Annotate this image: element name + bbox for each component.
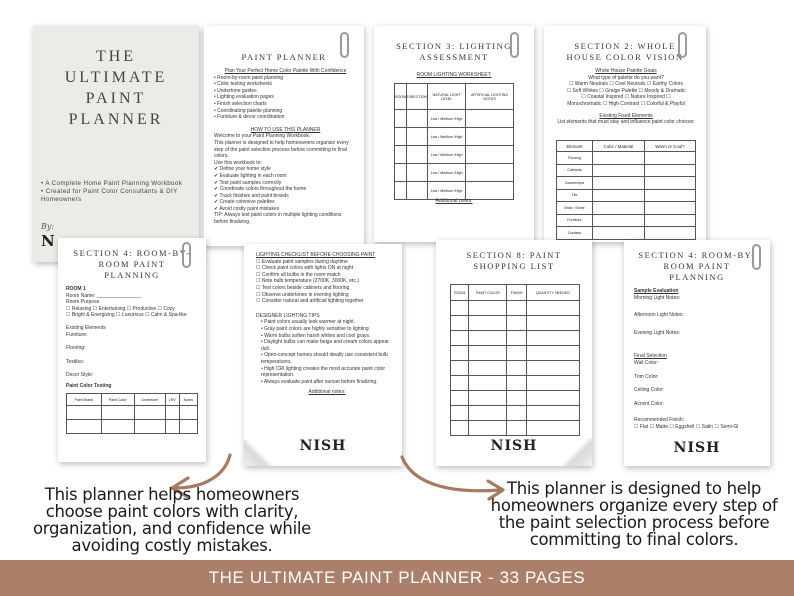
testing-col: Notes [179,394,197,406]
goals-row: ☐ Soft Whites ☐ Greige Palette ☐ Moody & Dramatic [566,87,686,94]
vision-row: Cabinets [557,164,593,177]
howto-item: ✔ Create cohesive palettes [214,199,357,206]
testing-table [66,393,198,434]
planner-intro-title: PAINT PLANNER [241,52,327,62]
wall-label: Wall Color: [634,359,659,366]
cover-bullets [41,180,193,204]
page-curl [244,440,278,466]
lighting-col: DIRECTION [407,84,428,110]
vision-row: Furniture [557,214,593,227]
shopping-title-line: SECTION 8: PAINT [466,250,562,260]
howto-item: ✔ Track finishes and paint brands [214,193,357,200]
vision-goals [550,68,702,126]
checklist-heading: LIGHTING CHECKLIST BEFORE CHOOSING PAINT [256,252,376,258]
tip-item: • Daylight bulbs can make beige and cream colors appear dull. [261,339,398,352]
room-title-line: SECTION 4: ROOM-BY- [73,248,191,258]
furniture-label: Furniture: [66,331,88,338]
caption-line: This planner helps homeowners [44,485,300,504]
finish-options: ☐ Flat ☐ Matte ☐ Eggshell ☐ Satin ☐ Semi-Gl [634,423,739,430]
lighting-notes: Additional notes: [435,198,473,204]
testing-col: Paint Brand [67,394,102,406]
caption-right [484,480,784,548]
lighting-level: Low / Medium /High [427,182,465,200]
testing-col: Paint Color [101,394,134,406]
cover-title-line: PAINT [85,90,147,107]
paper-clip-icon [678,32,687,58]
goals-question: What type of palette do you want? [588,74,664,81]
lighting-level: Low / Medium /High [427,128,465,146]
caption-line: This planner is designed to help [506,479,762,498]
goals-heading: Whole House Palette Goals [595,68,657,74]
page-curl [558,438,592,466]
vision-table [556,140,696,240]
caption-line: the paint selection process before [498,513,770,532]
caption-line: choose paint colors with clarity, [45,502,299,521]
vision-title-line: SECTION 2: WHOLE [574,41,676,51]
final-heading: Final Selection [634,353,667,360]
room-title-line: ROOM PAINT [98,259,166,269]
shopping-brand: NISH [490,438,538,454]
shopping-col: PAINT COLOR [469,285,507,301]
shopping-title-line: SHOPPING LIST [473,261,555,271]
cover-by: By: [41,222,55,231]
planner-intro-body [214,68,357,226]
ceiling-label: Ceiling Color: [634,387,665,394]
room-purpose: Room Purpose [66,299,100,306]
caption-line: avoiding costly mistakes. [71,536,273,555]
room2-page [624,240,770,466]
paper-clip-icon [510,32,519,58]
intro-item: • Undertone guides [214,88,357,95]
goals-row: Monochromatic ☐ High Contrast ☐ Colorful & Playful [567,100,685,107]
tip-item: • Always evaluate paint after sunset before finalizing. [261,379,398,386]
vision-row: Curtains [557,227,593,240]
howto-tip: TIP: Always test paint colors in multiple lighting conditions before finalizing. [214,212,342,226]
checklist-item: ☐ Evaluate paint samples during daytime [256,259,398,266]
lighting-col: ARTIFICIAL LIGHTING NOTES [466,84,514,110]
paper-clip-icon [340,32,349,58]
fixed-text: List elements that must stay and influence paint color choices: [557,119,695,126]
checklist-page [244,244,402,466]
lighting-page [374,26,534,242]
afternoon-label: Afternoon Light Notes: [634,312,684,319]
decor-label: Decor Style: [66,372,94,379]
shopping-col: QUANTITY NEEDED [526,285,579,301]
intro-item: • Coordinating palette planning [214,108,357,115]
tip-item: • Open-concept homes should ideally use consistent bulb temperatures. [261,352,398,365]
caption-left [22,486,322,554]
intro-item: • Lighting evaluation pages [214,94,357,101]
lighting-title-line: ASSESSMENT [419,52,489,62]
room2-title-line: PLANNING [669,272,725,282]
vision-row: Flooring [557,152,593,165]
shopping-title [436,250,592,272]
checklist-brand: NISH [299,438,347,454]
goals-row: ☐ Coastal Inspired ☐ Nature Inspired ☐ [581,94,671,101]
purpose-row: ☐ Relaxing ☐ Entertaining ☐ Productive ☐ Cozy [66,305,175,312]
howto-use: Use this workbook to: [214,159,262,166]
howto-item: ✔ Define your home style [214,166,357,173]
room2-brand: NISH [673,440,721,456]
vision-row: Countertops [557,177,593,190]
cover-title [33,46,199,130]
cover-page [33,26,199,262]
checklist-body [256,252,398,396]
bottom-banner: THE ULTIMATE PAINT PLANNER - 33 PAGES [0,560,794,596]
checklist-item: ☐ Confirm all bulbs in the room match [256,272,398,279]
room-number: ROOM 1 [66,286,86,292]
evening-label: Evening Light Notes: [634,329,681,336]
lighting-title-line: SECTION 3: LIGHTING [396,41,512,51]
cover-title-line: ULTIMATE [64,69,168,86]
shopping-col: FINISH [507,285,526,301]
goals-row: ☐ Warm Neutrals ☐ Cool Neutrals ☐ Earthy Colors [568,81,684,88]
room2-title-line: ROOM PAINT [663,261,731,271]
lighting-table [394,83,514,200]
accent-label: Accent Color: [634,400,665,407]
lighting-level: Low / Medium /High [427,146,465,164]
cover-title-line: PLANNER [68,111,164,128]
room-title-line: PLANNING [104,270,160,280]
existing-elements: Existing Elements [66,324,106,331]
planner-intro-page [204,26,364,246]
howto-item: ✔ Avoid costly paint mistakes [214,206,357,213]
shopping-page [436,240,592,466]
lighting-level: Low / Medium /High [427,164,465,182]
room-name: Room Name: ________________ [66,292,142,299]
vision-col: Color / Material [593,141,645,152]
caption-line: organization, and confidence while [32,519,311,538]
checklist-item: ☐ Consider natural and artificial lighting together [256,298,398,305]
purpose-row: ☐ Bright & Energizing ☐ Luxurious ☐ Calm & Spa-like [66,312,187,319]
caption-line: homeowners organize every step of [490,496,778,515]
testing-heading: Paint Color Testing [66,382,112,389]
howto-text: This planner is designed to help homeowners organize every step of the paint selection process before committing to final colors. [214,139,349,160]
morning-label: Morning Light Notes: [634,294,681,301]
checklist-item: ☐ Check paint colors with lights ON at night [256,265,398,272]
flooring-label: Flooring: [66,345,86,352]
checklist-notes: Additional notes: [308,389,346,396]
vision-row: Tile [557,189,593,202]
lighting-worksheet-label: ROOM LIGHTING WORKSHEET: [416,72,492,78]
lighting-col: NATURAL LIGHT LEVEL [427,84,465,110]
tip-item: • Gray paint colors are highly sensitive to lighting. [261,326,398,333]
cover-bullet: • A Complete Home Paint Planning Workbook [41,180,193,188]
finish-label: Recommended Finish: [634,417,685,424]
shopping-col: ROOM [451,285,469,301]
intro-item: • Color testing worksheets [214,81,357,88]
cover-brand: N [41,232,56,250]
shopping-table [450,284,580,436]
tip-item: • High CRI lighting creates the most accurate paint color representation. [261,366,398,379]
intro-heading: Plan Your Perfect Home Color Palette With Confidence [224,68,347,74]
howto-item: ✔ Test paint samples correctly [214,180,357,187]
caption-line: committing to final colors. [529,530,739,549]
howto-item: ✔ Coordinate colors throughout the home [214,186,357,193]
room-page [58,238,206,462]
lighting-col: ROOM [395,84,407,110]
room-body [66,286,202,390]
tips-heading: DESIGNER LIGHTING TIPS [256,312,320,319]
fixed-heading: Existing Fixed Elements [599,112,653,119]
testing-col: Undertone [134,394,165,406]
tip-item: • Paint colors usually look warmer at night. [261,319,398,326]
vision-col: Element [557,141,593,152]
lighting-level: Low / Medium /High [427,110,465,128]
checklist-item: ☐ Note bulb temperature (2700K, 3000K, etc.) [256,278,398,285]
room2-body [634,288,768,431]
tip-item: • Warm bulbs soften harsh whites and cool grays. [261,333,398,340]
sample-heading: Sample Evaluation [634,288,679,294]
paper-clip-icon [752,244,761,270]
cover-title-line: THE [95,48,137,65]
howto-heading: HOW TO USE THIS PLANNER [250,126,321,133]
testing-col: LRV [165,394,179,406]
intro-item: • Room-by-room paint planning [214,75,357,82]
paper-clip-icon [182,242,191,268]
cover-bullet: • Created for Paint Color Consultants & DIY Homeowners [41,188,193,204]
intro-item: • Furniture & decor coordination [214,114,357,121]
vision-title-line: HOUSE COLOR VISION [566,52,684,62]
vision-col: Warm or Cool? [644,141,695,152]
vision-row: Brick / Stone [557,202,593,215]
checklist-item: ☐ Observe undertones in evening lighting [256,292,398,299]
howto-item: ✔ Evaluate lighting in each room [214,173,357,180]
room2-title-line: SECTION 4: ROOM-BY- [638,250,756,260]
howto-welcome: Welcome to your Paint Planning Workbook. [214,133,311,140]
textiles-label: Textiles: [66,358,85,365]
intro-item: • Finish selection charts [214,101,357,108]
room2-title [624,250,770,283]
checklist-item: ☐ Test colors beside cabinets and flooring [256,285,398,292]
trim-label: Trim Color: [634,373,659,380]
vision-page [544,26,706,242]
